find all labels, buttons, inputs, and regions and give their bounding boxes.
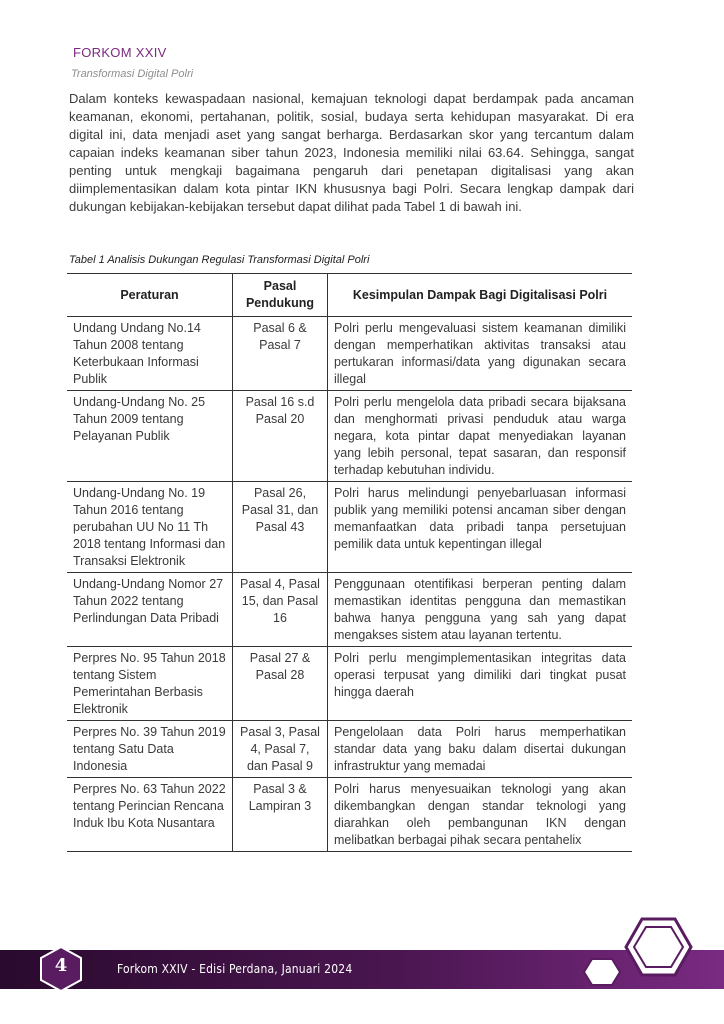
magazine-brand: FORKOM XXIV xyxy=(73,45,167,60)
hexagon-decoration-icon xyxy=(580,915,710,995)
footer-edition-text: Forkom XXIV - Edisi Perdana, Januari 2024 xyxy=(117,962,353,976)
cell-peraturan: Undang Undang No.14 Tahun 2008 tentang Keterbukaan Informasi Publik xyxy=(67,317,233,391)
cell-pasal: Pasal 27 & Pasal 28 xyxy=(233,647,328,721)
header-peraturan: Peraturan xyxy=(67,274,233,317)
table-caption: Tabel 1 Analisis Dukungan Regulasi Transformasi Digital Polri xyxy=(69,254,370,266)
cell-peraturan: Perpres No. 39 Tahun 2019 tentang Satu Data Indonesia xyxy=(67,721,233,778)
cell-peraturan: Undang-Undang Nomor 27 Tahun 2022 tentang Perlindungan Data Pribadi xyxy=(67,573,233,647)
page-number: 4 xyxy=(54,955,68,976)
body-paragraph: Dalam konteks kewaspadaan nasional, kemajuan teknologi dapat berdampak pada ancaman keamanan, ekonomi, pertahanan, politik, sosial, budaya serta kehidupan masyarakat. Di era digital ini, data menjadi aset yang sangat berharga. Berdasarkan skor yang tercantum dalam capaian indeks keamanan siber tahun 2023, Indonesia memiliki nilai 63.64. Sehingga, sangat penting untuk mengkaji bagaimana pengaruh dari penetapan digitalisasi yang akan diimplementasikan dalam kota pintar IKN khususnya bagi Polri. Secara lengkap dampak dari dukungan kebijakan-kebijakan tersebut dapat dilihat pada Tabel 1 di bawah ini. xyxy=(69,91,634,214)
cell-peraturan: Perpres No. 95 Tahun 2018 tentang Sistem Pemerintahan Berbasis Elektronik xyxy=(67,647,233,721)
cell-kesimpulan: Polri perlu mengevaluasi sistem keamanan dimiliki dengan memperhatikan aktivitas transaksi atau pertukaran informasi/data yang digunakan secara illegal xyxy=(328,317,633,391)
table-header-row xyxy=(67,274,632,317)
cell-pasal: Pasal 16 s.d Pasal 20 xyxy=(233,391,328,482)
table-row xyxy=(67,778,632,852)
cell-kesimpulan: Polri harus menyesuaikan teknologi yang akan dikembangkan dengan standar teknologi yang diarahkan oleh pembangunan IKN dengan melibatkan berbagai pihak secara pentahelix xyxy=(328,778,633,852)
table-row xyxy=(67,317,632,391)
cell-kesimpulan: Polri harus melindungi penyebarluasan informasi publik yang memiliki potensi ancaman siber dengan memanfaatkan data pribadi tanpa persetujuan pemilik data untuk kepentingan illegal xyxy=(328,482,633,573)
cell-pasal: Pasal 3, Pasal 4, Pasal 7, dan Pasal 9 xyxy=(233,721,328,778)
cell-pasal: Pasal 26, Pasal 31, dan Pasal 43 xyxy=(233,482,328,573)
cell-kesimpulan: Polri perlu mengimplementasikan integritas data operasi terpusat yang dimiliki dari tingkat pusat hingga daerah xyxy=(328,647,633,721)
cell-kesimpulan: Penggunaan otentifikasi berperan penting dalam memastikan identitas pengguna dan memastikan bahwa hanya pengguna yang sah yang dapat mengakses sistem atau layanan tertentu. xyxy=(328,573,633,647)
header-kesimpulan: Kesimpulan Dampak Bagi Digitalisasi Polri xyxy=(328,274,633,317)
table-row xyxy=(67,647,632,721)
header-pasal: Pasal Pendukung xyxy=(233,274,328,317)
cell-pasal: Pasal 6 & Pasal 7 xyxy=(233,317,328,391)
cell-pasal: Pasal 3 & Lampiran 3 xyxy=(233,778,328,852)
cell-peraturan: Undang-Undang No. 19 Tahun 2016 tentang perubahan UU No 11 Th 2018 tentang Informasi dan Transaksi Elektronik xyxy=(67,482,233,573)
section-subtitle: Transformasi Digital Polri xyxy=(71,68,194,80)
cell-pasal: Pasal 4, Pasal 15, dan Pasal 16 xyxy=(233,573,328,647)
table-row xyxy=(67,573,632,647)
cell-peraturan: Undang-Undang No. 25 Tahun 2009 tentang Pelayanan Publik xyxy=(67,391,233,482)
table-row xyxy=(67,721,632,778)
cell-peraturan: Perpres No. 63 Tahun 2022 tentang Perincian Rencana Induk Ibu Kota Nusantara xyxy=(67,778,233,852)
regulation-table xyxy=(67,273,632,852)
table-row xyxy=(67,391,632,482)
table-row xyxy=(67,482,632,573)
cell-kesimpulan: Pengelolaan data Polri harus memperhatikan standar data yang baku dalam disertai dukungan infrastruktur yang memadai xyxy=(328,721,633,778)
cell-kesimpulan: Polri perlu mengelola data pribadi secara bijaksana dan menghormati privasi penduduk atau warga negara, kota pintar dapat menyediakan layanan yang lebih personal, tepat sasaran, dan responsif terhadap kebutuhan individu. xyxy=(328,391,633,482)
